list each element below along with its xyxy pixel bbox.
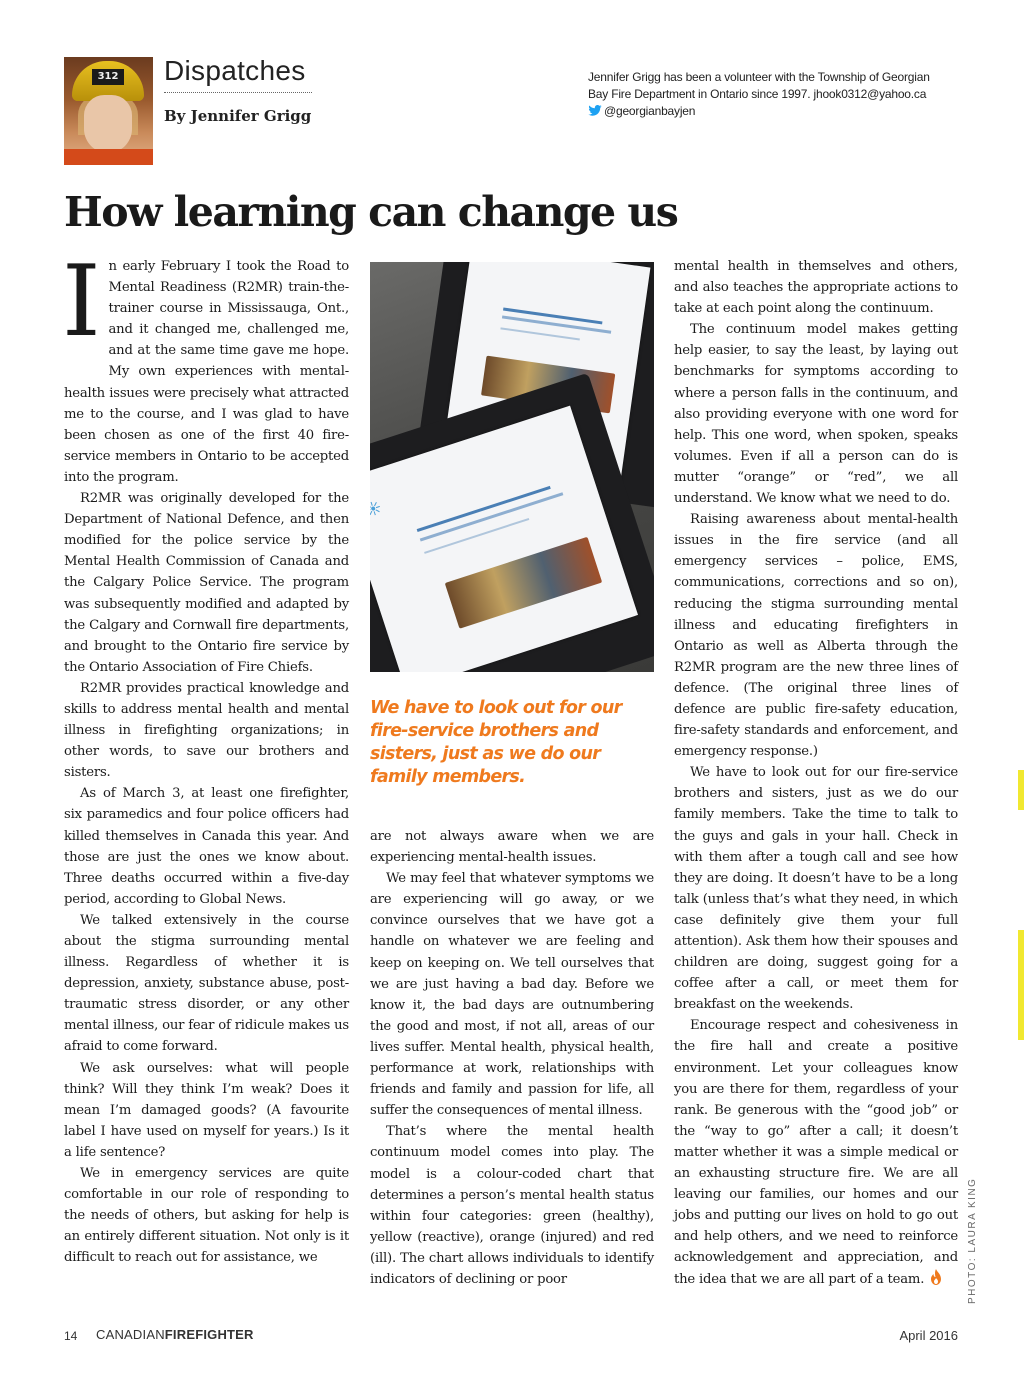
article-headline: How learning can change us [64, 188, 678, 236]
flame-end-mark-icon [930, 1269, 942, 1285]
paragraph: We ask ourselves: what will people think? Will they think I’m weak? Does it mean I’m damaged goods? (A favourite label I have used on myself for years.) Is it a life sentence? [64, 1060, 349, 1160]
helmet-badge: 312 [92, 69, 124, 85]
paragraph: The continuum model makes getting help easier, to say the least, by laying out benchmarks for symptoms according to where a person falls in the continuum, and also providing everyone with one word for help. This one word, when spoken, speaks volumes. Even if all a person can do is mutter “orange” or “red”, we all understand. We know what we need to do. [674, 322, 958, 507]
twitter-bird-icon [588, 105, 602, 116]
magazine-name-prefix: CANADIAN [96, 1327, 165, 1342]
author-headshot [64, 57, 153, 165]
paragraph: We talked extensively in the course about the stigma surrounding mental illness. Regardless of whether it is depression, anxiety, substance abuse, post-traumatic stress disorder, or any other mental illness, our fear of ridicule makes us afraid to come forward. [64, 912, 349, 1055]
paragraph: That’s where the mental health continuum model comes into play. The model is a colour-coded chart that determines a person’s mental health status within four categories: green (healthy), yellow (reactive), orange (injured) and red (ill). The chart allows individuals to identify indicators of declining or poor [370, 1124, 654, 1287]
byline: By Jennifer Grigg [164, 107, 312, 125]
twitter-handle-row[interactable] [588, 103, 950, 120]
article-photo-r2mr-manuals [370, 262, 654, 672]
paragraph: We may feel that whatever symptoms we are experiencing will go away, or we convince ourselves that we have got a handle on whatever we are feeling and keep on keeping on. We tell ourselves that we are just having a bad day. Before we know it, the bad days are outnumbering the good and most, if not all, areas of our lives suffer. Mental health, physical health, performance at work, relationships with friends and family and passion for life, all suffer the consequences of mental illness. [370, 871, 654, 1119]
author-bio [588, 69, 950, 120]
paragraph: Raising awareness about mental-health issues in the fire service (and all emergency services – police, EMS, communications, corrections and so on), reducing the stigma surrounding mental illness and educating firefighters in Ontario as well as Alberta through the R2MR program are the new three lines of defence. (The original three lines of defence are public fire-safety education, fire-safety standards and enforcement, and emergency response.) [674, 512, 958, 760]
twitter-handle: @georgianbayjen [604, 104, 696, 118]
paragraph: In early February I took the Road to Mental Readiness (R2MR) train-the-trainer course in Mississauga, Ont., and it changed me, challenged me, and at the same time gave me hope. My own experiences with mental-health issues were precisely what attracted me to the course, and I was glad to have been chosen as one of the first 40 fire-service members in Ontario to be accepted into the program. [62, 245, 349, 485]
body-column-2 [370, 826, 654, 1290]
paragraph: R2MR provides practical knowledge and skills to address mental health and mental illness in firefighting organizations; in other words, to save our brothers and sisters. [64, 680, 349, 781]
paragraph: As of March 3, at least one firefighter, six paramedics and four police officers had killed themselves in Canada this year. And those are just the ones we know about. Three deaths occurred within a five-day period, according to Global News. [64, 786, 349, 907]
paragraph: Encourage respect and cohesiveness in the fire hall and create a positive environment. Let your colleagues know you are there for them, regardless of your rank. Be generous with the “good job” or the “way to go” after a call; it doesn’t matter whether it was a simple medical or an exhausting structure fire. We are all leaving our families, our homes and our jobs and putting our lives on hold to go out and help others, and we need to reinforce acknowledgement and appreciation, and the idea that we are all part of a team. [674, 1018, 958, 1287]
column-name: Dispatches [164, 55, 306, 86]
author-bio-text: Jennifer Grigg has been a volunteer with the Township of Georgian Bay Fire Department in Ontario since 1997. jhook0312@yahoo.ca [588, 70, 930, 101]
body-column-1 [62, 245, 349, 1269]
paragraph: We have to look out for our fire-service brothers and sisters, just as we do our family members. Take the time to talk to the guys and gals in your hall. Check in with them after a tough call and see how they are doing. It doesn’t have to be a long talk (unless that’s what they need, in which case definitely give them your full attention). Ask them how their spouses and children are doing, suggest going for a coffee after a call, or meet them for breakfast on the weekends. [674, 765, 958, 1013]
magazine-name-suffix: FIREFIGHTER [164, 1327, 254, 1342]
paragraph: mental health in themselves and others, and also teaches the appropriate actions to take at each point along the continuum. [674, 259, 958, 317]
body-column-3 [674, 256, 958, 1290]
page-edge-marker [1018, 770, 1024, 810]
page-edge-marker [1018, 930, 1024, 1040]
column-rule-divider [164, 92, 312, 93]
issue-date: April 2016 [899, 1328, 958, 1343]
magazine-name [96, 1327, 254, 1342]
page-number: 14 [64, 1329, 78, 1343]
pull-quote: We have to look out for our fire-service brothers and sisters, just as we do our family members. [370, 698, 622, 787]
paragraph: are not always aware when we are experiencing mental-health issues. [370, 829, 654, 866]
drop-cap: I [62, 245, 101, 359]
paragraph: R2MR was originally developed for the Department of National Defence, and then modified for the police service by the Mental Health Commission of Canada and the Calgary Police Service. The program was subsequently modified and adapted by the Calgary and Cornwall fire departments, and brought to the Ontario fire service by the Ontario Association of Fire Chiefs. [64, 491, 349, 675]
photo-credit: PHOTO: LAURA KING [967, 1177, 978, 1304]
mhcc-logo-icon [370, 500, 382, 518]
paragraph: We in emergency services are quite comfortable in our role of responding to the needs of others, but asking for help is an entirely different situation. Not only is it difficult to reach out for assistance, we [64, 1166, 349, 1266]
